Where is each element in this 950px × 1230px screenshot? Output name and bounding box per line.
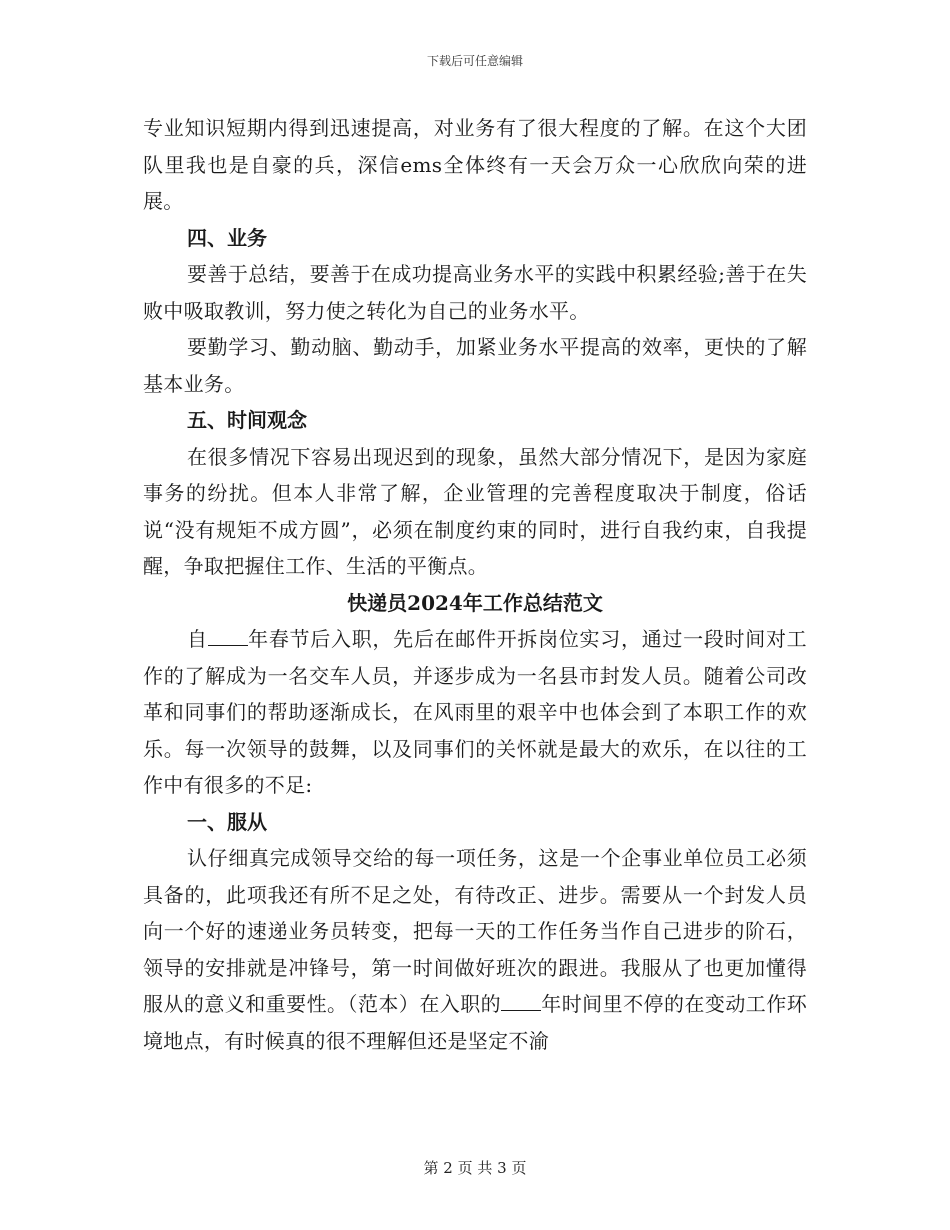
paragraph-business-2: 要勤学习、勤动脑、勤动手，加紧业务水平提高的效率，更快的了解基本业务。 [143,335,807,396]
document-body [143,110,807,1059]
section-heading-business: 四、业务 [187,225,267,250]
paragraph-intro: 专业知识短期内得到迅速提高，对业务有了很大程度的了解。在这个大团队里我也是自豪的兵，深信ems全体终有一天会万众一心欣欣向荣的进展。 [143,116,807,213]
section-heading-obey: 一、服从 [187,809,267,834]
page-header: 下载后可任意编辑 [426,54,523,68]
article-title: 快递员2024年工作总结范文 [347,590,603,615]
paragraph-article-intro [143,621,807,804]
text-fragment: 年春节后入职，先后在邮件开拆岗位实习，通过一段时间对工作的了解成为一名交车人员，并逐步成为一名县市封发人员。随着公司改革和同事们的帮助逐渐成长，在风雨里的艰辛中也体会到了本职工作的欢乐。每一次领导的鼓舞，以及同事们的关怀就是最大的欢乐，在以往的工作中有很多的不足: [143,627,807,797]
blank-line [501,992,541,1011]
page-footer: 第 2 页 共 3 页 [423,1159,527,1177]
blank-line [208,627,248,646]
paragraph-obey [143,840,807,1059]
paragraph-time: 在很多情况下容易出现迟到的现象，虽然大部分情况下，是因为家庭事务的纷扰。但本人非常了解，企业管理的完善程度取决于制度，俗话说“没有规矩不成方圆”，必须在制度约束的同时，进行自我约束，自我提醒，争取把握住工作、生活的平衡点。 [143,444,807,578]
paragraph-business-1: 要善于总结，要善于在成功提高业务水平的实践中积累经验;善于在失败中吸取教训，努力使之转化为自己的业务水平。 [143,262,807,323]
text-fragment: 年时间里不停的在变动工作环境地点，有时候真的很不理解但还是坚定不渝 [143,992,807,1053]
section-heading-time: 五、时间观念 [187,408,307,432]
text-fragment: 自 [187,627,208,651]
text-fragment: 认仔细真完成领导交给的每一项任务，这是一个企事业单位员工必须具备的，此项我还有所不足之处，有待改正、进步。需要从一个封发人员向一个好的速递业务员转变，把每一天的工作任务当作自己进步的阶石，领导的安排就是冲锋号，第一时间做好班次的跟进。我服从了也更加懂得服从的意义和重要性。（范本）在入职的 [143,846,807,1016]
